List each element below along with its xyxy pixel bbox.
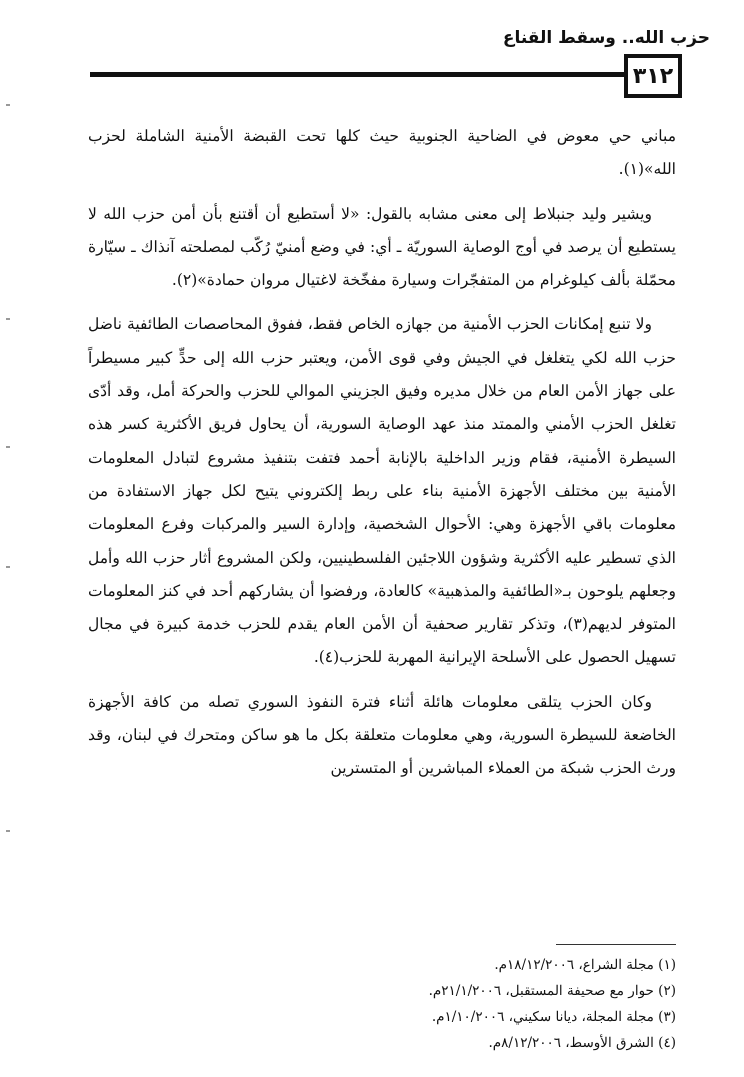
margin-mark [6,566,10,568]
header-rule [90,72,624,77]
footnotes [360,952,676,1056]
footnote-1: (١) مجلة الشراع، ١٨/١٢/٢٠٠٦م. [494,957,676,973]
running-header-title: حزب الله.. وسقط القناع [502,28,710,48]
page-number-box [624,54,682,98]
footnote-4: (٤) الشرق الأوسط، ٨/١٢/٢٠٠٦م. [488,1035,676,1051]
margin-mark [6,446,10,448]
margin-mark [6,318,10,320]
margin-mark [6,830,10,832]
paragraph-4: وكان الحزب يتلقى معلومات هائلة أثناء فترة النفوذ السوري تصله من كافة الأجهزة الخاضعة للسيطرة السورية، وهي معلومات متعلقة بكل ما هو ساكن ومتحرك في لبنان، وقد ورث الحزب شبكة من العملاء المباشرين أو المتسترين [88,692,676,778]
footnote-2: (٢) حوار مع صحيفة المستقبل، ٢١/١/٢٠٠٦م. [428,983,676,999]
paragraph-2: ويشير وليد جنبلاط إلى معنى مشابه بالقول: «لا أستطيع أن أقتنع بأن أمن حزب الله لا يستطيع أن يرصد في أوج الوصاية السوريّة ـ أي: في وضع أمنيّ رُكّب لمصلحته آنذاك ـ سيّارة محمّلة بألف كيلوغرام من المتفجّرات وسيارة مفخّخة لاغتيال مروان حمادة»(٢). [88,204,676,290]
paragraph-3: ولا تنبع إمكانات الحزب الأمنية من جهازه الخاص فقط، ففوق المحاصصات الطائفية ناضل حزب الله لكي يتغلغل في الجيش وفي قوى الأمن، ويعتبر حزب الله إلى حدٍّ كبير مسيطراً على جهاز الأمن العام من خلال مديره وفيق الجزيني الموالي للحزب والحركة أمل، وقد أدّى تغلغل الحزب الأمني والممتد منذ عهد الوصاية السورية، أن يحاول فريق الأكثرية كسر هذه السيطرة الأمنية، فقام وزير الداخلية بالإنابة أحمد فتفت بتنفيذ مشروع لتبادل المعلومات الأمنية بين مختلف الأجهزة الأمنية بناء على ربط إلكتروني يتيح لكل جهاز الاستفادة من معلومات باقي الأجهزة وهي: الأحوال الشخصية، وإدارة السير والمركبات وفرع المعلومات الذي تسطير عليه الأكثرية وشؤون اللاجئين الفلسطينيين، ولكن المشروع أثار حزب الله وأمل وجعلهم يلوحون بـ«الطائفية والمذهبية» كالعادة، ورفضوا أن يشاركهم أحد في كنز المعلومات المتوفر لديهم(٣)، وتذكر تقارير صحفية أن الأمن العام يقدم للحزب خدمة كبيرة في مجال تسهيل الحصول على الأسلحة الإيرانية المهربة للحزب(٤). [88,315,676,667]
margin-mark [6,104,10,106]
body-text [88,120,676,797]
footnote-rule [556,944,676,945]
page-number: ٣١٢ [632,63,674,89]
paragraph-1: مباني حي معوض في الضاحية الجنوبية حيث كلها تحت القبضة الأمنية الشاملة لحزب الله»(١). [88,127,676,179]
footnote-3: (٣) مجلة المجلة، ديانا سكيني، ١/١٠/٢٠٠٦م. [431,1009,676,1025]
